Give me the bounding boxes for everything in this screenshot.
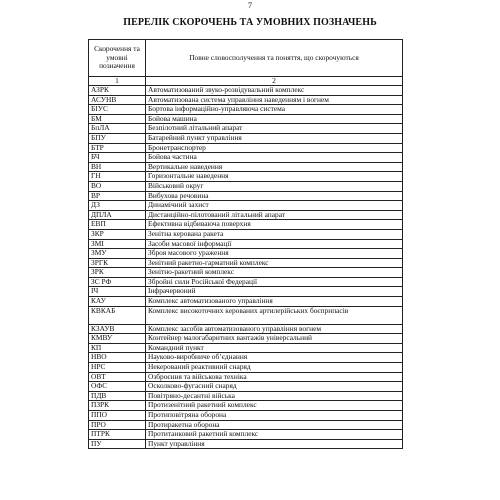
full-form-cell: Бронетранспортер: [146, 143, 403, 153]
table-row: [89, 334, 403, 344]
table-row: [89, 191, 403, 201]
abbreviation-cell: КАУ: [89, 297, 146, 307]
table-row: [89, 306, 403, 324]
full-form-cell: Бойова машина: [146, 114, 403, 124]
abbreviation-cell: ЕВП: [89, 220, 146, 230]
table-row: [89, 363, 403, 373]
full-form-cell: Повітряно-десантні війська: [146, 391, 403, 401]
table-row: [89, 114, 403, 124]
full-form-cell: Зброя масового ураження: [146, 249, 403, 259]
column-number: 1: [89, 77, 146, 86]
abbreviation-cell: ГН: [89, 172, 146, 182]
full-form-cell: Комплекс високоточних керованих артилерійських боєприпасів: [146, 306, 403, 324]
page-title: ПЕРЕЛІК СКОРОЧЕНЬ ТА УМОВНИХ ПОЗНАЧЕНЬ: [123, 17, 377, 28]
full-form-cell: Безпілотний літальний апарат: [146, 124, 403, 134]
table-row: [89, 268, 403, 278]
abbreviation-cell: КЗАУВ: [89, 324, 146, 334]
abbreviation-cell: БЧ: [89, 153, 146, 163]
full-form-cell: Вибухова речовина: [146, 191, 403, 201]
abbreviation-cell: БТР: [89, 143, 146, 153]
table-row: [89, 95, 403, 105]
full-form-cell: Засоби масової інформації: [146, 239, 403, 249]
table-row: [89, 372, 403, 382]
abbreviation-cell: ОФС: [89, 382, 146, 392]
table-row: [89, 297, 403, 307]
abbreviations-table: [88, 39, 403, 449]
full-form-cell: Бортова інформаційно-управляюча система: [146, 105, 403, 115]
full-form-cell: Протиповітряна оборона: [146, 411, 403, 421]
full-form-cell: Автоматизована система управління наведенням і вогнем: [146, 95, 403, 105]
abbreviation-cell: ЗРГК: [89, 258, 146, 268]
column-number-row: [89, 77, 403, 86]
abbreviation-cell: АЗРК: [89, 86, 146, 96]
table-row: [89, 401, 403, 411]
full-form-cell: Військовий округ: [146, 181, 403, 191]
full-form-cell: Збройні сили Російської Федерації: [146, 277, 403, 287]
full-form-cell: Комплекс засобів автоматизованого управління вогнем: [146, 324, 403, 334]
full-form-cell: Батарейний пункт управління: [146, 133, 403, 143]
abbreviation-cell: КП: [89, 343, 146, 353]
full-form-cell: Озброєння та військова техніка: [146, 372, 403, 382]
table-row: [89, 353, 403, 363]
full-form-cell: Зенітна керована ракета: [146, 229, 403, 239]
table-row: [89, 229, 403, 239]
abbreviation-cell: АСУНВ: [89, 95, 146, 105]
full-form-cell: Протизенітний ракетний комплекс: [146, 401, 403, 411]
full-form-cell: Інфрачервоний: [146, 287, 403, 297]
table-row: [89, 172, 403, 182]
full-form-cell: Горизонтальне наведення: [146, 172, 403, 182]
table-row: [89, 287, 403, 297]
column-number: 2: [146, 77, 403, 86]
full-form-cell: Контейнер малогабаритних вантажів універсальний: [146, 334, 403, 344]
abbreviation-cell: ЗМУ: [89, 249, 146, 259]
abbreviation-cell: БІУС: [89, 105, 146, 115]
abbreviation-cell: БПУ: [89, 133, 146, 143]
table-row: [89, 105, 403, 115]
table-row: [89, 324, 403, 334]
table-row: [89, 239, 403, 249]
full-form-cell: Вертикальне наведення: [146, 162, 403, 172]
abbreviation-cell: НВО: [89, 353, 146, 363]
abbreviation-cell: ЗКР: [89, 229, 146, 239]
abbreviation-cell: ІЧ: [89, 287, 146, 297]
table-row: [89, 153, 403, 163]
abbreviation-cell: ВО: [89, 181, 146, 191]
table-row: [89, 201, 403, 211]
full-form-cell: Комплекс автоматизованого управління: [146, 297, 403, 307]
abbreviation-cell: ПДВ: [89, 391, 146, 401]
abbreviation-cell: ДПЛА: [89, 210, 146, 220]
full-form-cell: Осколково-фугасний снаряд: [146, 382, 403, 392]
table-row: [89, 210, 403, 220]
full-form-cell: Зенітний ракетно-гарматний комплекс: [146, 258, 403, 268]
abbreviation-cell: КМВУ: [89, 334, 146, 344]
full-form-cell: Пункт управління: [146, 439, 403, 449]
table-row: [89, 277, 403, 287]
abbreviation-cell: ВН: [89, 162, 146, 172]
table-row: [89, 343, 403, 353]
table-row: [89, 86, 403, 96]
full-form-cell: Протиракетна оборона: [146, 420, 403, 430]
abbreviation-cell: ППО: [89, 411, 146, 421]
full-form-cell: Бойова частина: [146, 153, 403, 163]
full-form-cell: Динамічний захист: [146, 201, 403, 211]
full-form-cell: Ефективна відбиваюча поверхня: [146, 220, 403, 230]
abbreviation-cell: ПРО: [89, 420, 146, 430]
table-row: [89, 143, 403, 153]
table-row: [89, 382, 403, 392]
table-row: [89, 411, 403, 421]
abbreviation-cell: ПТРК: [89, 430, 146, 440]
header-abbreviation: Скорочення та умовні позначення: [89, 40, 146, 77]
full-form-cell: Дистанційно-пілотований літальний апарат: [146, 210, 403, 220]
table-row: [89, 133, 403, 143]
table-row: [89, 162, 403, 172]
table-body: [89, 77, 403, 449]
page-number: 7: [247, 0, 253, 10]
table-row: [89, 258, 403, 268]
header-full-form: Повне словосполучення та поняття, що скорочуються: [146, 40, 403, 77]
table-row: [89, 420, 403, 430]
abbreviation-cell: ЗМІ: [89, 239, 146, 249]
table-row: [89, 439, 403, 449]
abbreviation-cell: КВКАБ: [89, 306, 146, 324]
full-form-cell: Автоматизований звуко-розвідувальний комплекс: [146, 86, 403, 96]
abbreviation-cell: ПЗРК: [89, 401, 146, 411]
full-form-cell: Некерований реактивний снаряд: [146, 363, 403, 373]
full-form-cell: Зенітно-ракетний комплекс: [146, 268, 403, 278]
abbreviation-cell: БМ: [89, 114, 146, 124]
full-form-cell: Командний пункт: [146, 343, 403, 353]
abbreviation-cell: ВР: [89, 191, 146, 201]
abbreviation-cell: ЗС РФ: [89, 277, 146, 287]
abbreviation-cell: ПУ: [89, 439, 146, 449]
table-row: [89, 124, 403, 134]
full-form-cell: Науково-виробниче об’єднання: [146, 353, 403, 363]
table-row: [89, 181, 403, 191]
table-row: [89, 249, 403, 259]
abbreviation-cell: НРС: [89, 363, 146, 373]
abbreviation-cell: ДЗ: [89, 201, 146, 211]
abbreviation-cell: ОВТ: [89, 372, 146, 382]
abbreviation-cell: БпЛА: [89, 124, 146, 134]
table-row: [89, 430, 403, 440]
table-row: [89, 220, 403, 230]
full-form-cell: Протитанковий ракетний комплекс: [146, 430, 403, 440]
abbreviation-cell: ЗРК: [89, 268, 146, 278]
table-row: [89, 391, 403, 401]
